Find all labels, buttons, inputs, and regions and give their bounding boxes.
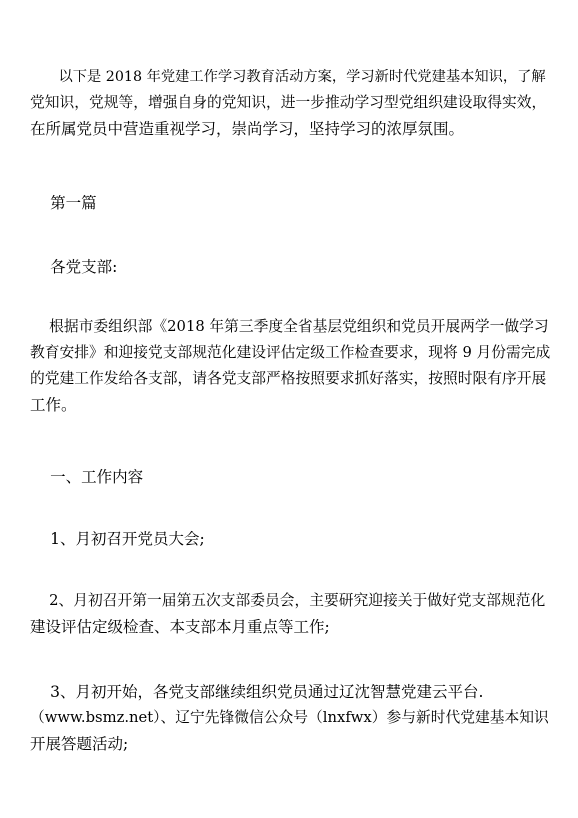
intro-line-1: 以下是 2018 年党建工作学习教育活动方案，学习新时代党建基本知识，了解 [58,69,546,85]
intro-line-2: 党知识，党规等，增强自身的党知识，进一步推动学习型党组织建设取得实效， [30,94,547,111]
list-item-2 [30,588,550,640]
list-item-1-text: 1、月初召开党员大会; [50,530,205,548]
intro-line-3: 在所属党员中营造重视学习，崇尚学习，坚持学习的浓厚氛围。 [30,120,465,138]
section-title-text: 第一篇 [50,194,97,212]
intro-paragraph [30,64,550,142]
salutation-text: 各党支部: [50,258,118,276]
section-title [30,190,550,216]
heading-work-content-text: 一、工作内容 [50,468,144,486]
notice-paragraph [30,314,550,418]
notice-line-4: 工作。 [30,396,77,414]
list-item-3-line-2: （www.bsmz.net）、辽宁先锋微信公众号（lnxfwx）参与新时代党建基本知识 [30,709,549,726]
salutation [30,254,550,280]
list-item-3-line-1: 3、月初开始，各党支部继续组织党员通过辽沈智慧党建云平台. [50,683,484,701]
list-item-3-line-3: 开展答题活动; [30,735,129,753]
list-item-1 [30,526,550,552]
heading-work-content [30,464,550,490]
list-item-3 [30,679,550,757]
list-item-2-line-1: 2、月初召开第一届第五次支部委员会，主要研究迎接关于做好党支部规范化 [49,592,546,609]
notice-line-1: 根据市委组织部《2018 年第三季度全省基层党组织和党员开展两学一做学习 [49,318,549,335]
list-item-2-line-2: 建设评估定级检查、本支部本月重点等工作; [30,618,330,636]
notice-line-3: 的党建工作发给各支部，请各党支部严格按照要求抓好落实，按照时限有序开展 [30,370,547,387]
notice-line-2: 教育安排》和迎接党支部规范化建设评估定级工作检查要求，现将 9 月份需完成 [30,344,551,361]
